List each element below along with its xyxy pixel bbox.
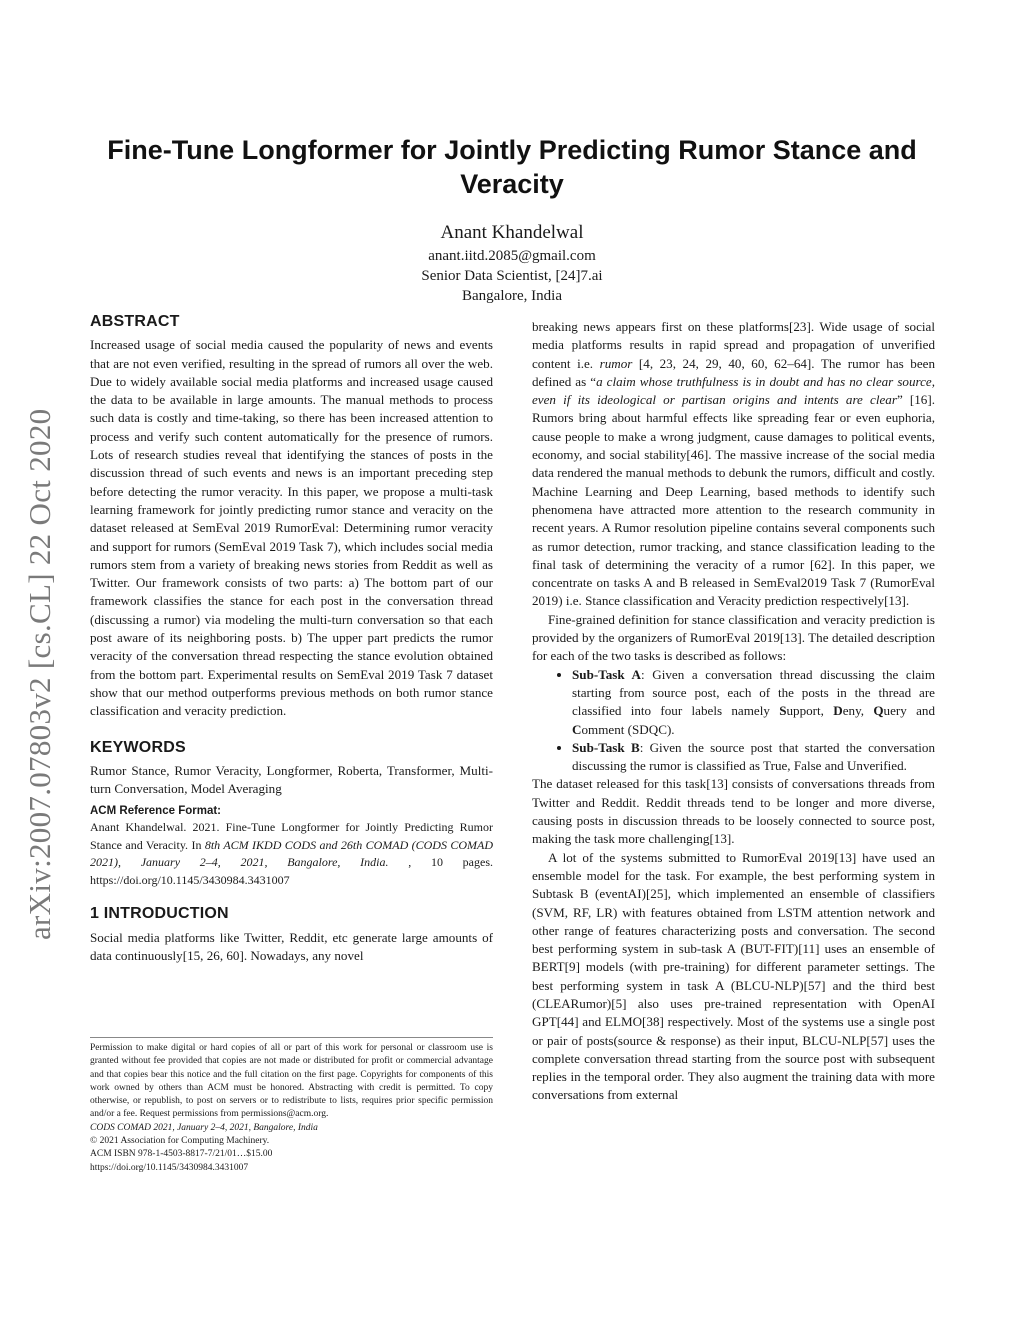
subtask-list bbox=[532, 666, 935, 776]
rumor-term: rumor bbox=[599, 355, 633, 371]
footnote-doi[interactable]: https://doi.org/10.1145/3430984.3431007 bbox=[90, 1162, 249, 1173]
acm-reference-text bbox=[90, 819, 493, 889]
author-email: anant.iitd.2085@gmail.com bbox=[428, 248, 596, 264]
systems-paragraph: A lot of the systems submitted to RumorEval 2019[13] have used an ensemble model for the task. For example, the best performing system in Subtask B (eventAI)[25], which implemented an ensemble of classifiers (SVM, RF, LR) with features obtained from LSTM attention network and other range of features characterizing posts and conversation. The second best performing system in sub-task A (BUT-FIT)[11] uses an ensemble of BERT[9] models (with pre-training) for different parameter settings. The best performing system in task A (BLCU-NLP)[57] and the third best (CLEARumor)[5] also uses pre-trained representation with OpenAI GPT[44] and ELMO[38] respectively. Most of the systems use a single post or pair of posts(source & response) as their input, BLCU-NLP[57] uses the complete conversation thread starting from the source post with subsequent replies in the temporal order. They also augment the training data with more conversations from external bbox=[532, 849, 935, 1103]
acm-reference-suffix: , 10 pages. https://doi.org/10.1145/3430984.3431007 bbox=[90, 855, 493, 887]
abstract-text: Increased usage of social media caused the popularity of news and events that are not even verified, resulting in the spread of rumors all over the web. Due to widely available social media platforms and increased usage caused the data to be available in large amounts. The manual methods to process such data is costly and time-taking, so there has been increased attention to process and verify such content automatically for the presence of rumors. Lots of research studies reveal that identifying the stances of posts in the discussion thread of such events and news is an important preceding step before detecting the rumor veracity. In this paper, we propose a multi-task learning framework for jointly predicting rumor stance and veracity on the dataset released at SemEval 2019 RumorEval: Determining rumor veracity and support for rumors (SemEval 2019 Task 7), which includes social media rumors stem from a variety of breaking news stories from Reddit as well as Twitter. Our framework consists of two parts: a) The bottom part of our framework classifies the stance for each post in the conversation thread (discussing a rumor) via modeling the multi-turn conversation so that each post aware of its neighboring posts. b) The upper part predicts the rumor veracity of the conversation thread respecting the stance evolution obtained from the bottom part. Experimental results on SemEval 2019 Task 7 dataset show that our method outperforms previous methods on both rumor stance classification and veracity prediction. bbox=[90, 337, 493, 719]
author-name: Anant Khandelwal bbox=[440, 222, 584, 243]
footnote-isbn: ACM ISBN 978-1-4503-8817-7/21/01…$15.00 bbox=[90, 1149, 273, 1160]
acm-reference-prefix: Anant Khandelwal. 2021. Fine-Tune Longformer for Jointly Predicting Rumor Stance and Veracity. In bbox=[90, 820, 493, 852]
acm-reference-heading: ACM Reference Format: bbox=[90, 805, 221, 818]
footnote-venue: CODS COMAD 2021, January 2–4, 2021, Bangalore, India bbox=[90, 1122, 318, 1133]
stance-veracity-paragraph: Fine-grained definition for stance classification and veracity prediction is provided by the organizers of RumorEval 2019[13]. The detailed description for each of the two tasks is described as follows: bbox=[532, 611, 935, 664]
subtask-b-label: Sub-Task B bbox=[572, 739, 640, 755]
keywords-text: Rumor Stance, Rumor Veracity, Longformer, Roberta, Transformer, Multi-turn Conversation, Model Averaging bbox=[90, 762, 493, 797]
intro-paragraph-continued: breaking news appears first on these platforms[23]. Wide usage of social media platforms results in rapid spread and propagation of unverified content i.e. rumor [4, 23, 24, 29, 40, 60, 62–64]. The rumor has been defined as “a claim whose truthfulness is in doubt and has no clear source, even if its ideological or partisan origins and intents are clear” [16]. Rumors bring about harmful effects like spreading fear or even euphoria, cause people to make a wrong judgment, cause damages to political events, economy, and social stability[46]. The massive increase of the social media data rendered the manual methods to debunk the rumors, difficult and costly. Machine Learning and Deep Learning, based methods to identify such phenomena have attracted more attention to the research community in recent years. A Rumor resolution pipeline contains several components such as rumor detection, rumor tracking, and stance classification leading to the final task of determining the veracity of a rumor [62]. In this paper, we concentrate on tasks A and B released in SemEval2019 Task 7 (RumorEval 2019) i.e. Stance classification and Veracity prediction respectively[13]. bbox=[532, 319, 936, 609]
introduction-paragraph: Social media platforms like Twitter, Reddit, etc generate large amounts of data continuously[15, 26, 60]. Nowadays, any novel bbox=[90, 929, 493, 964]
abstract-heading: ABSTRACT bbox=[90, 313, 180, 330]
author-block bbox=[0, 220, 1024, 306]
permission-notice: Permission to make digital or hard copies of all or part of this work for personal or classroom use is granted without fee provided that copies are not made or distributed for profit or commercial advantage and that copies bear this notice and the full citation on the first page. Copyrights for components of this work owned by others than ACM must be honored. Abstracting with credit is permitted. To copy otherwise, or republish, to post on servers or to redistribute to lists, requires prior specific permission and/or a fee. Request permissions from permissions@acm.org. bbox=[90, 1043, 493, 1120]
left-column bbox=[90, 313, 493, 965]
list-item: • Sub-Task B: Given the source post that started the conversation discussing the rumor is classified as True, False and Unverified. bbox=[572, 739, 935, 776]
paper-title: Fine-Tune Longformer for Jointly Predicting Rumor Stance and Veracity bbox=[107, 135, 917, 199]
introduction-heading: 1 INTRODUCTION bbox=[90, 905, 229, 923]
footnote-copyright: © 2021 Association for Computing Machinery. bbox=[90, 1136, 270, 1147]
rumor-definition-quote: a claim whose truthfulness is in doubt and has no clear source, even if its ideological or partisan origins and intents are clear bbox=[532, 373, 936, 408]
author-affiliation: Senior Data Scientist, [24]7.ai bbox=[421, 268, 603, 284]
acm-reference-venue: 8th ACM IKDD CODS and 26th COMAD (CODS COMAD 2021), January 2–4, 2021, Bangalore, India. bbox=[90, 837, 493, 870]
subtask-a-label: Sub-Task A bbox=[572, 666, 642, 682]
list-item: • Sub-Task A: Given a conversation thread discussing the claim starting from source post, each of the posts in the thread are classified into four labels namely Support, Deny, Query and Comment (SDQC). bbox=[572, 666, 935, 739]
author-location: Bangalore, India bbox=[462, 288, 562, 304]
dataset-paragraph: The dataset released for this task[13] consists of conversations threads from Twitter and Reddit. Reddit threads tend to be longer and more diverse, causing posts in discussion threads to be loosely connected to source post, making the task more challenging[13]. bbox=[532, 776, 935, 847]
keywords-heading: KEYWORDS bbox=[90, 738, 186, 756]
right-column bbox=[532, 318, 935, 1105]
copyright-footnote bbox=[90, 1037, 493, 1175]
arxiv-stamp: arXiv:2007.07803v2 [cs.CL] 22 Oct 2020 bbox=[22, 408, 57, 940]
